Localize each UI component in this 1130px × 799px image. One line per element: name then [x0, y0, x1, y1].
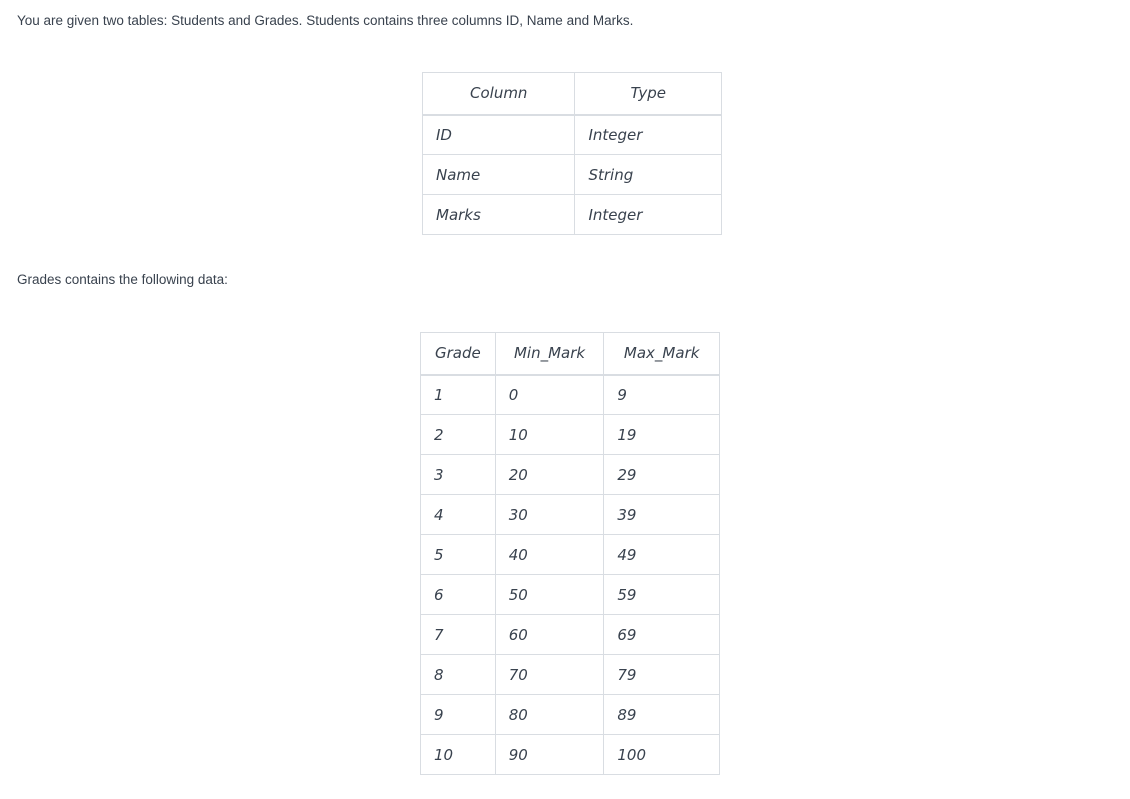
table-cell: 7: [421, 615, 496, 655]
table-cell: 80: [495, 695, 604, 735]
table-header-row: [421, 333, 720, 375]
table-cell: 6: [421, 575, 496, 615]
table-row: [423, 115, 722, 155]
table-row: [421, 535, 720, 575]
table-row: [421, 575, 720, 615]
grades-data-table: [420, 332, 720, 775]
table-cell: 10: [421, 735, 496, 775]
table-cell: String: [575, 155, 722, 195]
table-cell: 5: [421, 535, 496, 575]
table-cell: 40: [495, 535, 604, 575]
table-cell: 79: [604, 655, 720, 695]
table-cell: 10: [495, 415, 604, 455]
table-cell: 70: [495, 655, 604, 695]
table-cell: Marks: [423, 195, 575, 235]
table-cell: 9: [421, 695, 496, 735]
table-cell: 59: [604, 575, 720, 615]
column-header-type: Type: [575, 73, 722, 115]
table-cell: 89: [604, 695, 720, 735]
intro-paragraph: You are given two tables: Students and Grades. Students contains three columns ID, Name and Marks.: [17, 13, 634, 28]
table-cell: 39: [604, 495, 720, 535]
table-row: [421, 495, 720, 535]
table-cell: Integer: [575, 115, 722, 155]
table-row: [421, 735, 720, 775]
table-cell: 49: [604, 535, 720, 575]
table-cell: 9: [604, 375, 720, 415]
table-cell: 29: [604, 455, 720, 495]
column-header-max-mark: Max_Mark: [604, 333, 720, 375]
table-cell: 50: [495, 575, 604, 615]
table-cell: 20: [495, 455, 604, 495]
column-header-column: Column: [423, 73, 575, 115]
table-cell: Integer: [575, 195, 722, 235]
table-cell: 30: [495, 495, 604, 535]
table-cell: 3: [421, 455, 496, 495]
table-cell: 2: [421, 415, 496, 455]
table-row: [421, 455, 720, 495]
table-cell: 100: [604, 735, 720, 775]
table-row: [423, 155, 722, 195]
table-cell: Name: [423, 155, 575, 195]
table-row: [421, 695, 720, 735]
table-cell: 1: [421, 375, 496, 415]
students-schema-table: [422, 72, 722, 235]
column-header-grade: Grade: [421, 333, 496, 375]
table-row: [421, 415, 720, 455]
table-cell: 90: [495, 735, 604, 775]
table-cell: 0: [495, 375, 604, 415]
grades-intro-paragraph: Grades contains the following data:: [17, 272, 228, 287]
table-row: [421, 655, 720, 695]
table-cell: 69: [604, 615, 720, 655]
table-cell: 19: [604, 415, 720, 455]
table-cell: 8: [421, 655, 496, 695]
table-cell: ID: [423, 115, 575, 155]
table-cell: 4: [421, 495, 496, 535]
table-row: [421, 615, 720, 655]
table-cell: 60: [495, 615, 604, 655]
table-row: [423, 195, 722, 235]
column-header-min-mark: Min_Mark: [495, 333, 604, 375]
table-header-row: [423, 73, 722, 115]
table-row: [421, 375, 720, 415]
